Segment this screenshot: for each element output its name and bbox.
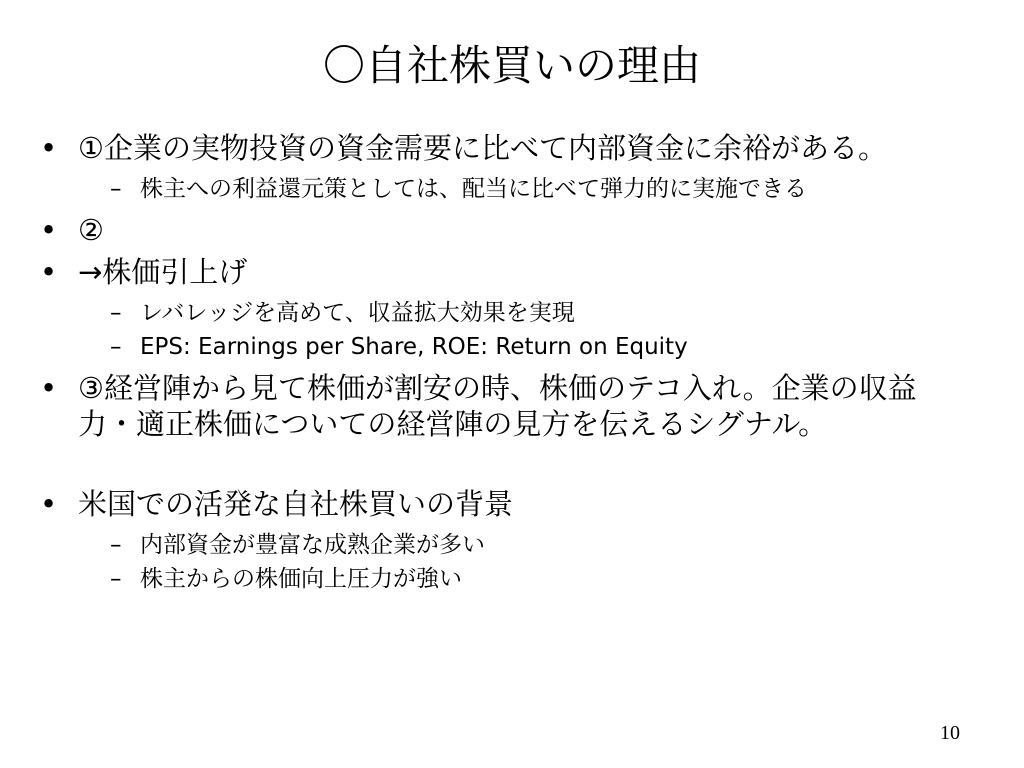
bullet-text: ② bbox=[78, 213, 104, 247]
bullet-item bbox=[40, 486, 940, 522]
sub-bullet-item bbox=[110, 528, 940, 562]
slide-title: 〇自社株買いの理由 bbox=[322, 41, 701, 90]
sub-bullet-text: 内部資金が豊富な成熟企業が多い bbox=[140, 532, 485, 558]
bullet-list bbox=[40, 130, 940, 596]
dash-marker: – bbox=[110, 300, 122, 326]
dash-marker: – bbox=[110, 566, 122, 592]
bullet-text: 米国での活発な自社株買いの背景 bbox=[78, 487, 514, 521]
bullet-marker: • bbox=[40, 213, 58, 247]
bullet-text: →株価引上げ bbox=[78, 255, 248, 289]
sub-bullet-item bbox=[110, 296, 940, 330]
bullet-item bbox=[40, 130, 940, 166]
dash-marker: – bbox=[110, 176, 122, 202]
bullet-text: ①企業の実物投資の資金需要に比べて内部資金に余裕がある。 bbox=[78, 131, 887, 165]
bullet-item bbox=[40, 370, 940, 442]
bullet-marker: • bbox=[40, 255, 58, 289]
sub-bullet-text: レバレッジを高めて、収益拡大効果を実現 bbox=[140, 300, 575, 326]
page-number: 10 bbox=[940, 722, 960, 744]
bullet-marker: • bbox=[40, 371, 58, 405]
dash-marker: – bbox=[110, 334, 122, 360]
bullet-marker: • bbox=[40, 487, 58, 521]
bullet-marker: • bbox=[40, 131, 58, 165]
sub-bullet-item bbox=[110, 562, 940, 596]
dash-marker: – bbox=[110, 532, 122, 558]
sub-bullet-text: 株主への利益還元策としては、配当に比べて弾力的に実施できる bbox=[140, 176, 807, 202]
bullet-text: ③経営陣から見て株価が割安の時、株価のテコ入れ。企業の収益力・適正株価についての経営陣の見方を伝えるシグナル。 bbox=[78, 371, 917, 441]
bullet-item bbox=[40, 212, 940, 248]
bullet-item bbox=[40, 254, 940, 290]
sub-bullet-text: 株主からの株価向上圧力が強い bbox=[140, 566, 462, 592]
sub-bullet-text: EPS: Earnings per Share, ROE: Return on Equity bbox=[140, 334, 688, 360]
sub-bullet-item bbox=[110, 330, 940, 364]
sub-bullet-item bbox=[110, 172, 940, 206]
